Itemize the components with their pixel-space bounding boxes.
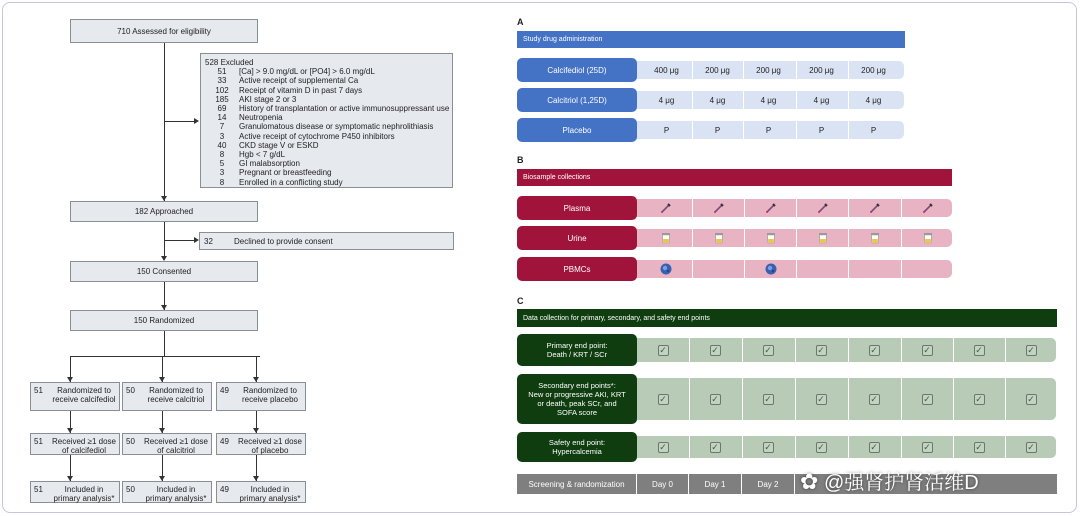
exclusion-reason: Granulomatous disease or symptomatic nephrolithiasis — [239, 122, 434, 132]
exclusion-reason: GI malabsorption — [239, 159, 300, 169]
timeline-cell: Day 0 — [637, 474, 688, 494]
randomized-arm-box — [30, 382, 120, 411]
panel-b-header-text: Biosample collections — [523, 174, 591, 181]
arm-text: Randomized to receive calcitriol — [147, 386, 205, 404]
exclusion-row — [205, 159, 452, 168]
consented-box — [70, 261, 258, 282]
pipette-icon — [796, 199, 849, 217]
exclusion-count: 5 — [219, 159, 225, 169]
exclusion-reason: Receipt of vitamin D in past 7 days — [239, 85, 363, 95]
panel-c-header — [517, 309, 1057, 327]
dose-cell: 200 μg — [809, 65, 834, 75]
watermark — [800, 466, 979, 495]
checkbox-icon — [689, 338, 741, 362]
assessed-text: 710 Assessed for eligibility — [117, 26, 211, 36]
column-separator — [901, 260, 902, 278]
arm-text: Randomized to receive placebo — [241, 386, 299, 404]
excluded-connector — [164, 121, 194, 122]
watermark-logo-icon: ✿ — [800, 469, 819, 494]
checkmark-icon: ✓ — [817, 344, 825, 355]
checkbox-icon — [1005, 378, 1057, 420]
checkmark-icon: ✓ — [975, 344, 983, 355]
endpoint-label-text: Primary end point: Death / KRT / SCr — [546, 341, 608, 359]
exclusion-row — [205, 67, 452, 76]
consented-text: 150 Consented — [136, 267, 192, 276]
arm-text: Randomized to receive calcifediol — [52, 386, 116, 404]
dose-cell: P — [870, 125, 877, 135]
approached-box — [70, 201, 258, 222]
panel-a-header-text: Study drug administration — [523, 36, 603, 43]
received-dose-box — [216, 433, 306, 455]
endpoint-label-text: Safety end point: Hypercalcemia — [548, 438, 606, 456]
excluded-header: 528 Excluded — [205, 58, 254, 67]
checkbox-icon — [689, 436, 741, 458]
exclusion-row — [205, 104, 452, 113]
dose-cell: 200 μg — [756, 65, 781, 75]
checkmark-icon: ✓ — [711, 441, 719, 452]
pipette-icon — [639, 199, 692, 217]
dose-cell: P — [765, 125, 772, 135]
checkbox-icon — [848, 338, 900, 362]
checkmark-icon: ✓ — [870, 441, 878, 452]
checkmark-icon: ✓ — [817, 393, 825, 404]
exclusion-row — [205, 178, 452, 187]
declined-text: Declined to provide consent — [234, 236, 333, 246]
checkmark-icon: ✓ — [923, 441, 931, 452]
exclusion-row — [205, 132, 452, 141]
dose-cell: 200 μg — [705, 65, 730, 75]
biosample-label-text: PBMCs — [563, 264, 591, 274]
exclusion-row — [205, 150, 452, 159]
checkbox-icon — [901, 338, 953, 362]
pipette-icon — [848, 199, 901, 217]
endpoint-label — [517, 374, 637, 424]
column-separator — [692, 260, 693, 278]
checkbox-icon — [953, 378, 1005, 420]
exclusion-reason: Enrolled in a conflicting study — [239, 177, 343, 187]
received-dose-box — [30, 433, 120, 455]
checkmark-icon: ✓ — [764, 393, 772, 404]
checkbox-icon — [637, 436, 689, 458]
dose-cell: 4 μg — [813, 95, 830, 105]
arm-count: 49 — [220, 485, 229, 494]
cell-icon — [744, 260, 797, 278]
checkbox-icon — [742, 338, 794, 362]
declined-box — [199, 232, 454, 250]
exclusion-count: 3 — [219, 168, 225, 178]
column-separator — [848, 260, 849, 278]
timeline-cell: Day 1 — [689, 474, 741, 494]
exclusion-list — [205, 67, 452, 187]
dose-cell: 400 μg — [654, 65, 679, 75]
checkmark-icon: ✓ — [923, 393, 931, 404]
randomized-text: 150 Randomized — [133, 316, 195, 325]
arm-text: Included in primary analysis* — [53, 485, 115, 503]
arm-text: Included in primary analysis* — [145, 485, 207, 503]
main-connector — [164, 43, 165, 201]
checkmark-icon: ✓ — [870, 393, 878, 404]
exclusion-row — [205, 95, 452, 104]
checkmark-icon: ✓ — [1027, 393, 1035, 404]
checkmark-icon: ✓ — [1027, 441, 1035, 452]
pipette-icon — [901, 199, 954, 217]
exclusion-reason: [Ca] > 9.0 mg/dL or [PO4] > 6.0 mg/dL — [239, 67, 375, 77]
exclusion-reason: Active receipt of cytochrome P450 inhibitors — [239, 131, 395, 141]
arm-count: 51 — [34, 437, 43, 446]
arm-count: 51 — [34, 485, 43, 494]
urine-cup-icon — [901, 229, 954, 247]
checkmark-icon: ✓ — [711, 393, 719, 404]
exclusion-row — [205, 113, 452, 122]
dose-cell: 4 μg — [709, 95, 726, 105]
arm-count: 50 — [126, 386, 135, 395]
biosample-label-text: Plasma — [563, 203, 591, 213]
exclusion-count: 7 — [219, 122, 225, 132]
exclusion-reason: Active receipt of supplemental Ca — [239, 76, 359, 86]
exclusion-row — [205, 76, 452, 85]
biosample-label — [517, 226, 637, 250]
dose-cell: 4 μg — [865, 95, 882, 105]
exclusion-row — [205, 122, 452, 131]
checkbox-icon — [637, 338, 689, 362]
checkbox-icon — [742, 378, 794, 420]
timeline-cell: Screening & randomization — [517, 474, 636, 494]
arm-count: 50 — [126, 437, 135, 446]
endpoint-label — [517, 432, 637, 462]
checkbox-icon — [637, 378, 689, 420]
arm-text: Received ≥1 dose of calcitriol — [144, 437, 208, 455]
drug-label — [517, 58, 637, 82]
exclusion-count: 3 — [219, 131, 225, 141]
randomized-box — [70, 310, 258, 331]
checkbox-icon — [795, 338, 847, 362]
checkbox-icon — [795, 436, 847, 458]
arm-text: Received ≥1 dose of calcifediol — [52, 437, 116, 455]
checkbox-icon — [1005, 338, 1057, 362]
endpoint-label-text: Secondary end points*: New or progressive AKI, KRT or death, peak SCr, and SOFA score — [528, 381, 626, 417]
exclusion-reason: Neutropenia — [239, 113, 283, 123]
declined-connector — [164, 240, 194, 241]
checkbox-icon — [848, 436, 900, 458]
arm-count: 49 — [220, 437, 229, 446]
received-dose-box — [122, 433, 212, 455]
dose-cell: P — [663, 125, 670, 135]
urine-cup-icon — [848, 229, 901, 247]
included-analysis-box — [30, 481, 120, 503]
dose-cell: 200 μg — [861, 65, 886, 75]
exclusion-reason: Pregnant or breastfeeding — [239, 168, 332, 178]
checkmark-icon: ✓ — [764, 441, 772, 452]
arm-text: Included in primary analysis* — [239, 485, 301, 503]
urine-cup-icon — [796, 229, 849, 247]
approached-connector — [164, 222, 165, 260]
urine-cup-icon — [692, 229, 745, 247]
panel-b-label: B — [517, 155, 524, 165]
declined-count: 32 — [204, 236, 213, 246]
checkbox-icon — [742, 436, 794, 458]
panel-b-header — [517, 169, 952, 186]
dose-cell: 4 μg — [760, 95, 777, 105]
dose-cell: P — [818, 125, 825, 135]
exclusion-row — [205, 141, 452, 150]
biosample-label — [517, 196, 637, 220]
watermark-text: @强肾护肾活维D — [824, 472, 979, 494]
assessed-box — [70, 19, 258, 43]
drug-label-text: Calcifediol (25D) — [547, 65, 607, 75]
exclusion-count: 40 — [217, 140, 227, 150]
pipette-icon — [692, 199, 745, 217]
arm-count: 51 — [34, 386, 43, 395]
dose-cell: 4 μg — [658, 95, 675, 105]
exclusion-count: 102 — [215, 85, 229, 95]
drug-label — [517, 118, 637, 142]
arm-text: Received ≥1 dose of placebo — [238, 437, 302, 455]
approached-text: 182 Approached — [134, 207, 194, 216]
drug-label-text: Placebo — [562, 125, 592, 135]
checkbox-icon — [795, 378, 847, 420]
checkmark-icon: ✓ — [870, 344, 878, 355]
panel-a-label: A — [517, 17, 524, 27]
exclusion-count: 69 — [217, 104, 227, 114]
checkbox-icon — [953, 338, 1005, 362]
biosample-label-text: Urine — [567, 233, 587, 243]
pipette-icon — [744, 199, 797, 217]
checkbox-icon — [848, 378, 900, 420]
exclusion-row — [205, 168, 452, 177]
excluded-box — [200, 53, 453, 188]
exclusion-count: 185 — [215, 94, 229, 104]
panel-a-header — [517, 31, 905, 48]
checkmark-icon: ✓ — [975, 393, 983, 404]
cell-icon — [639, 260, 692, 278]
checkmark-icon: ✓ — [1027, 344, 1035, 355]
panel-c-header-text: Data collection for primary, secondary, and safety end points — [523, 314, 710, 322]
urine-cup-icon — [639, 229, 692, 247]
checkbox-icon — [1005, 436, 1057, 458]
checkmark-icon: ✓ — [659, 441, 667, 452]
randomized-arm-box — [122, 382, 212, 411]
exclusion-count: 8 — [219, 177, 225, 187]
checkbox-icon — [901, 378, 953, 420]
checkmark-icon: ✓ — [659, 393, 667, 404]
exclusion-count: 33 — [217, 76, 227, 86]
checkmark-icon: ✓ — [923, 344, 931, 355]
endpoint-label — [517, 334, 637, 366]
checkbox-icon — [689, 378, 741, 420]
arms-connector — [70, 356, 260, 357]
exclusion-row — [205, 86, 452, 95]
checkmark-icon: ✓ — [975, 441, 983, 452]
exclusion-count: 8 — [219, 150, 225, 160]
exclusion-reason: Hgb < 7 g/dL — [239, 150, 286, 160]
dose-cell: P — [714, 125, 721, 135]
biosample-label — [517, 257, 637, 281]
checkmark-icon: ✓ — [817, 441, 825, 452]
included-analysis-box — [216, 481, 306, 503]
exclusion-count: 51 — [217, 67, 227, 77]
timeline-cell: Day 2 — [742, 474, 794, 494]
drug-label — [517, 88, 637, 112]
checkbox-icon — [901, 436, 953, 458]
arm-count: 50 — [126, 485, 135, 494]
checkmark-icon: ✓ — [711, 344, 719, 355]
checkmark-icon: ✓ — [764, 344, 772, 355]
exclusion-reason: CKD stage V or ESKD — [239, 140, 319, 150]
panel-c-label: C — [517, 296, 524, 306]
randomized-arm-box — [216, 382, 306, 411]
exclusion-reason: AKI stage 2 or 3 — [239, 94, 297, 104]
arrow-right-icon — [194, 118, 199, 124]
arm-count: 49 — [220, 386, 229, 395]
urine-cup-icon — [744, 229, 797, 247]
drug-label-text: Calcitriol (1,25D) — [547, 95, 607, 105]
exclusion-reason: History of transplantation or active immunosuppressant use — [239, 104, 450, 114]
randomized-connector — [164, 331, 165, 356]
checkmark-icon: ✓ — [659, 344, 667, 355]
included-analysis-box — [122, 481, 212, 503]
exclusion-count: 14 — [217, 113, 227, 123]
checkbox-icon — [953, 436, 1005, 458]
